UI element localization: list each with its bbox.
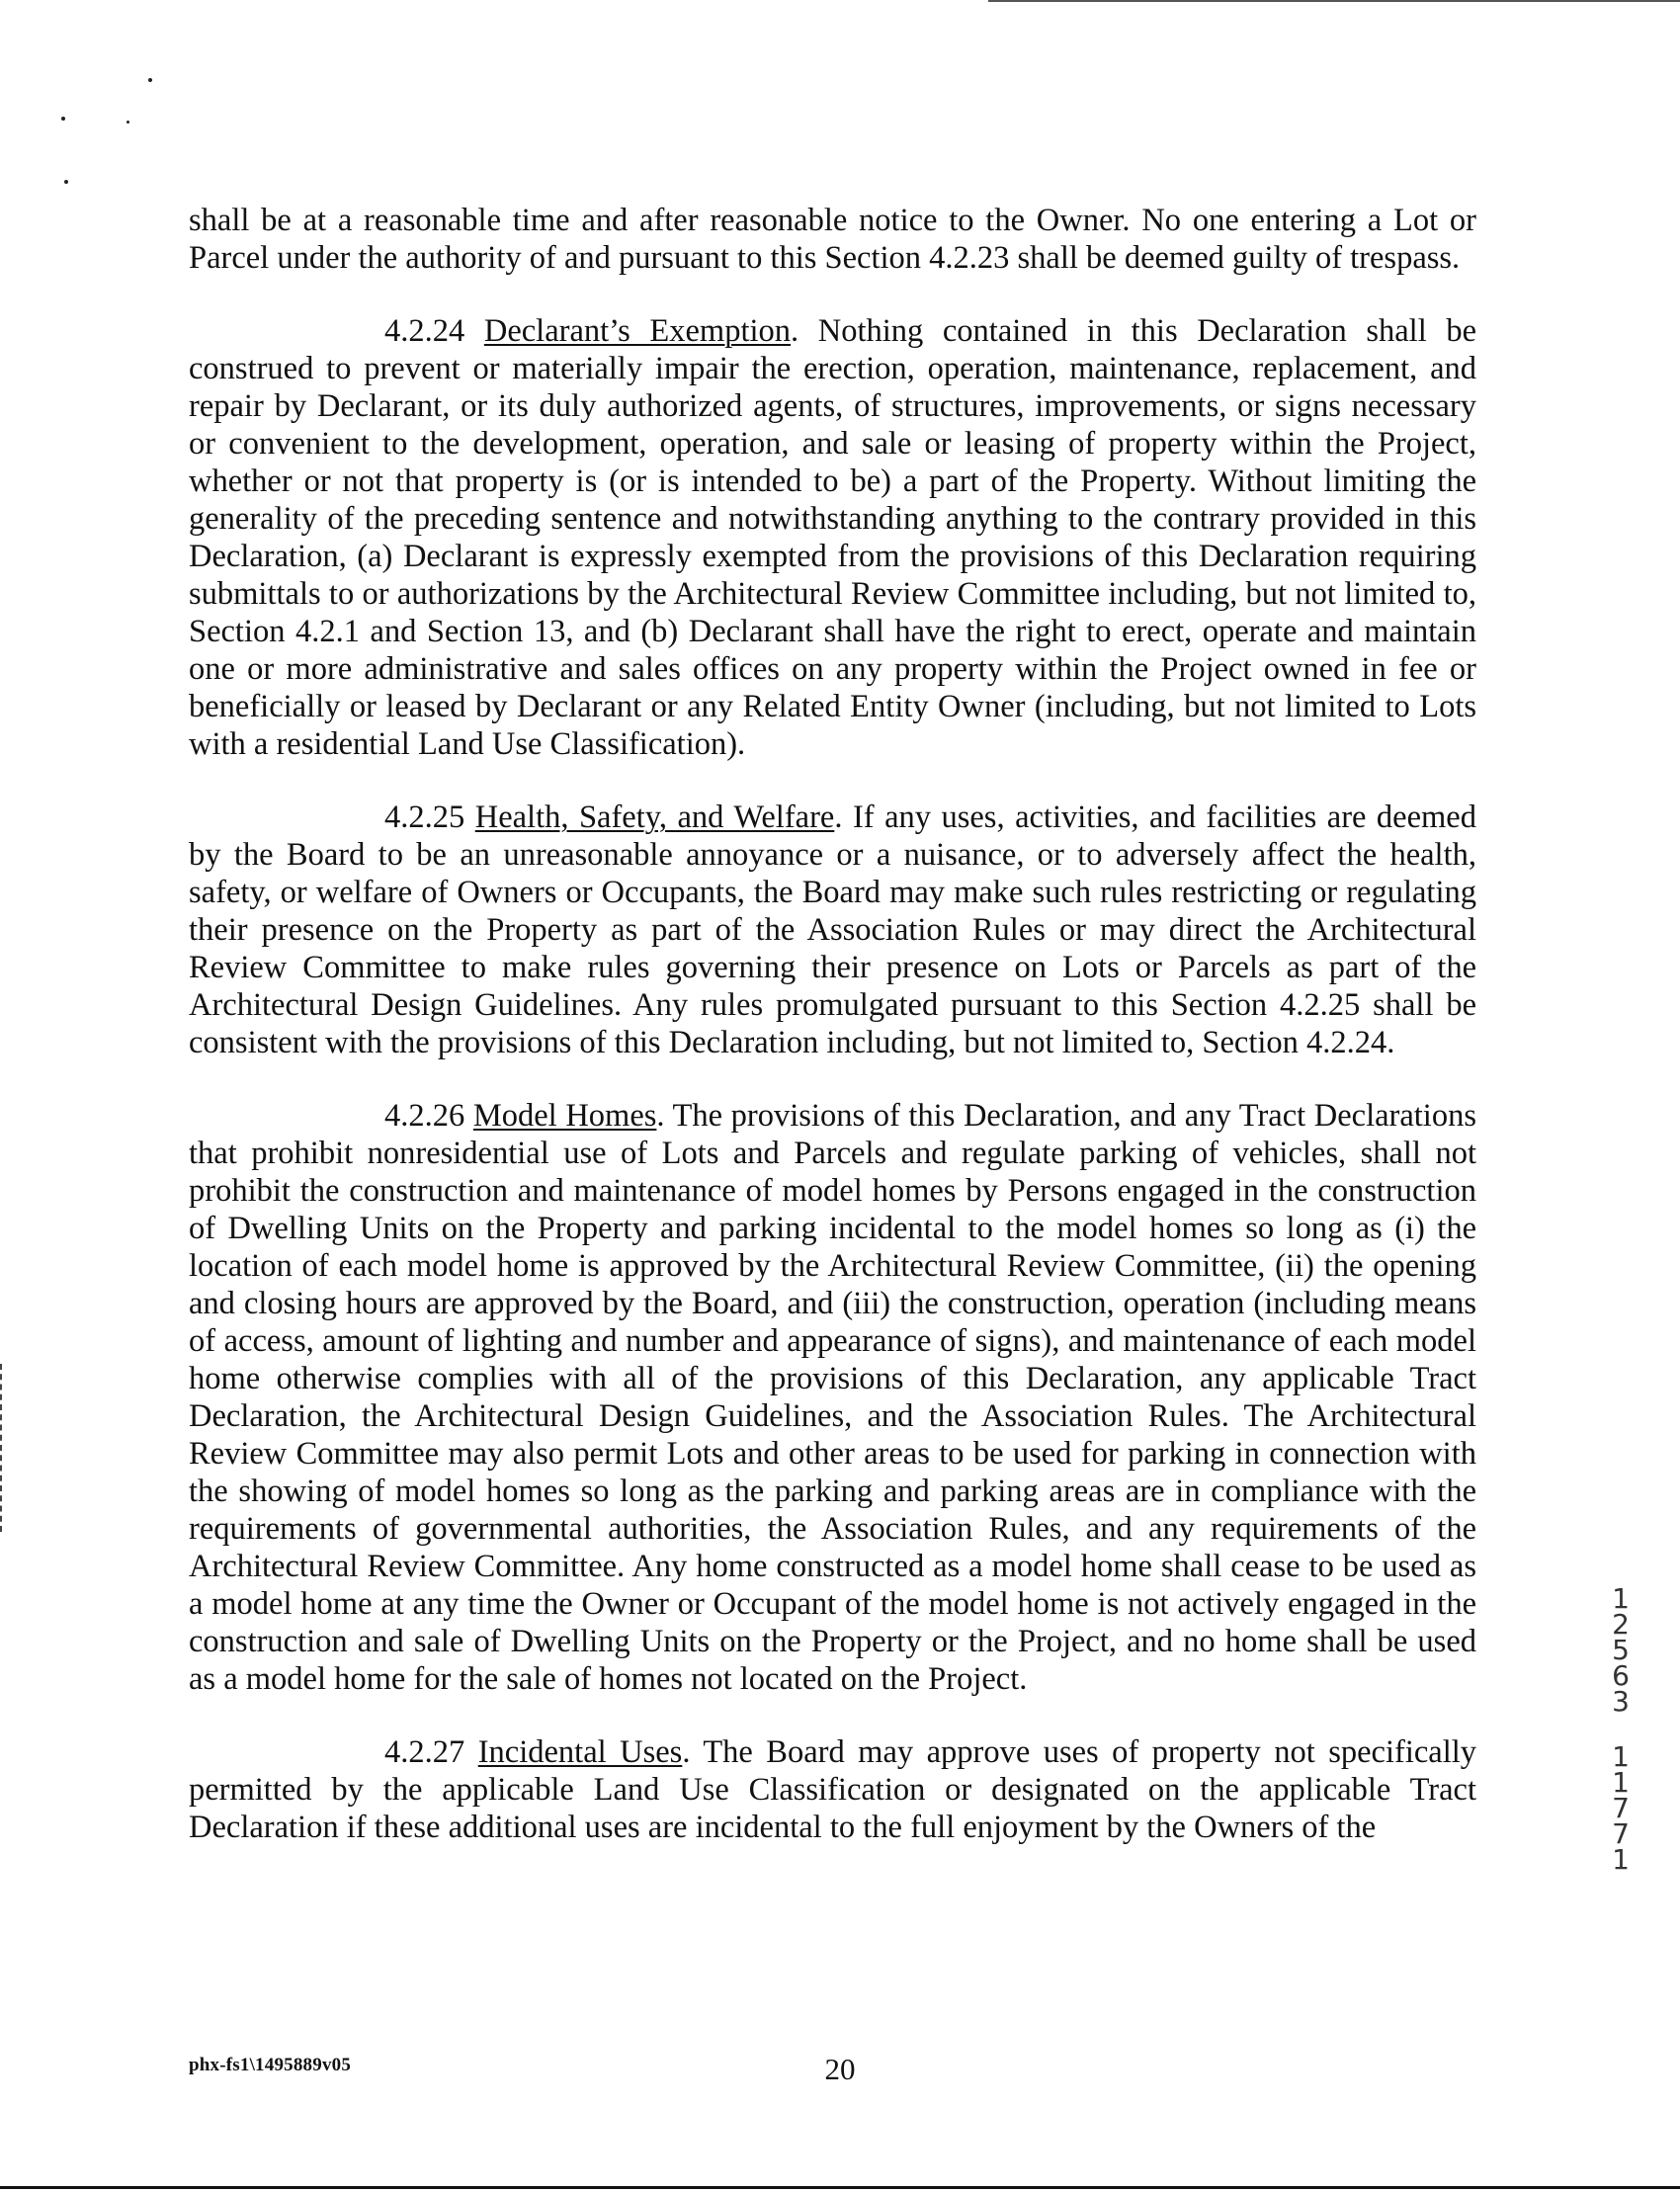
document-body (189, 202, 1476, 1882)
section-number: 4.2.26 (384, 1098, 465, 1134)
stamp-digit: 7 (1612, 1817, 1630, 1850)
scan-edge-marks (0, 1364, 5, 1532)
scan-speck (64, 180, 68, 184)
section-4-2-25: 4.2.25 Health, Safety, and Welfare. If any uses, activities, and facilities are deemed by the Board to be an unreasonable annoyance or a nuisance, or to adversely affect the health, safety, or welfare of Owners or Occupants, the Board may make such rules restricting or regulating their presence on the Property as part of the Association Rules or may direct the Architectural Review Committee to make rules governing their presence on Lots or Parcels as part of the Architectural Design Guidelines. Any rules promulgated pursuant to this Section 4.2.25 shall be consistent with the provisions of this Declaration including, but not limited to, Section 4.2.24. (189, 800, 1476, 1060)
continuation-paragraph: shall be at a reasonable time and after reasonable notice to the Owner. No one entering a Lot or Parcel under the authority of and pursuant to this Section 4.2.23 shall be deemed guilty of trespass. (189, 203, 1476, 276)
section-body: The Board may approve uses of property not specifically permitted by the applicable Land Use Classification or designated on the applicable Tract Declaration if these additional uses are incidental to the full enjoyment by the Owners of the (189, 1734, 1477, 1845)
top-edge-rule (988, 0, 1680, 2)
stamp-digit: 6 (1612, 1659, 1630, 1692)
section-heading: Incidental Uses (477, 1734, 683, 1770)
section-body: Nothing contained in this Declaration shall be construed to prevent or materially impair the erection, operation, maintenance, replacement, and repair by Declarant, or its duly authorized agents, of structures, improvements, or signs necessary or convenient to the development, operation, and sale or leasing of property within the Project, whether or not that property is (or is intended to be) a part of the Property. Without limiting the generality of the preceding sentence and notwithstanding anything to the contrary provided in this Declaration, (a) Declarant is expressly exempted from the provisions of this Declaration requiring submittals to or authorizations by the Architectural Review Committee including, but not limited to, Section 4.2.1 and Section 13, and (b) Declarant shall have the right to erect, operate and maintain one or more administrative and sales offices on any property within the Project owned in fee or beneficially or leased by Declarant or any Related Entity Owner (including, but not limited to Lots with a residential Land Use Classification). (189, 313, 1476, 762)
stamp-digit: 1 (1612, 1843, 1630, 1876)
section-number: 4.2.27 (384, 1734, 465, 1770)
stamp-digit: 7 (1612, 1792, 1630, 1824)
stamp-digit: 5 (1612, 1634, 1630, 1666)
scan-speck (126, 121, 129, 124)
scan-speck (148, 78, 152, 82)
document-id: phx-fs1\1495889v05 (189, 2055, 352, 2075)
section-number: 4.2.24 (384, 313, 465, 349)
stamp-digit: 1 (1612, 1582, 1630, 1615)
stamp-digit: 1 (1612, 1740, 1630, 1773)
section-heading: Declarant’s Exemption (483, 313, 792, 349)
stamp-digit: 2 (1612, 1608, 1630, 1641)
section-body: The provisions of this Declaration, and any Tract Declarations that prohibit nonresidential use of Lots and Parcels and regulate parking of vehicles, shall not prohibit the construction and maintenance of model homes by Persons engaged in the construction of Dwelling Units on the Property and parking incidental to the model homes so long as (i) the location of each model home is approved by the Architectural Review Committee, (ii) the opening and closing hours are approved by the Board, and (iii) the construction, operation (including means of access, amount of lighting and number and appearance of signs), and maintenance of each model home otherwise complies with all of the provisions of this Declaration, any applicable Tract Declaration, the Architectural Design Guidelines, and the Association Rules. The Architectural Review Committee may also permit Lots and other areas to be used for parking in connection with the showing of model homes so long as the parking and parking areas are in compliance with the requirements of governmental authorities, the Association Rules, and any requirements of the Architectural Review Committee. Any home constructed as a model home shall cease to be used as a model home at any time the Owner or Occupant of the model home is not actively engaged in the construction and sale of Dwelling Units on the Property or the Project, and no home shall be used as a model home for the sale of homes not located on the Project. (189, 1098, 1476, 1697)
stamp-digit: 3 (1612, 1685, 1630, 1718)
stamp-digit: 1 (1612, 1766, 1630, 1799)
section-4-2-26: 4.2.26 Model Homes. The provisions of this Declaration, and any Tract Declarations that prohibit nonresidential use of Lots and Parcels and regulate parking of vehicles, shall not prohibit the construction and maintenance of model homes by Persons engaged in the construction of Dwelling Units on the Property and parking incidental to the model homes so long as (i) the location of each model home is approved by the Architectural Review Committee, (ii) the opening and closing hours are approved by the Board, and (iii) the construction, operation (including means of access, amount of lighting and number and appearance of signs), and maintenance of each model home otherwise complies with all of the provisions of this Declaration, any applicable Tract Declaration, the Architectural Design Guidelines, and the Association Rules. The Architectural Review Committee may also permit Lots and other areas to be used for parking in connection with the showing of model homes so long as the parking and parking areas are in compliance with the requirements of governmental authorities, the Association Rules, and any requirements of the Architectural Review Committee. Any home constructed as a model home shall cease to be used as a model home at any time the Owner or Occupant of the model home is not actively engaged in the construction and sale of Dwelling Units on the Property or the Project, and no home shall be used as a model home for the sale of homes not located on the Project. (189, 1098, 1476, 1697)
section-4-2-24: 4.2.24 Declarant’s Exemption. Nothing contained in this Declaration shall be construed to prevent or materially impair the erection, operation, maintenance, replacement, and repair by Declarant, or its duly authorized agents, of structures, improvements, or signs necessary or convenient to the development, operation, and sale or leasing of property within the Project, whether or not that property is (or is intended to be) a part of the Property. Without limiting the generality of the preceding sentence and notwithstanding anything to the contrary provided in this Declaration, (a) Declarant is expressly exempted from the provisions of this Declaration requiring submittals to or authorizations by the Architectural Review Committee including, but not limited to, Section 4.2.1 and Section 13, and (b) Declarant shall have the right to erect, operate and maintain one or more administrative and sales offices on any property within the Project owned in fee or beneficially or leased by Declarant or any Related Entity Owner (including, but not limited to Lots with a residential Land Use Classification). (189, 313, 1476, 762)
section-number: 4.2.25 (384, 800, 465, 835)
scan-speck (61, 117, 65, 121)
recording-stamp (1601, 1582, 1640, 1876)
section-heading: Model Homes (472, 1098, 657, 1134)
bottom-edge-rule (0, 2186, 1680, 2189)
section-4-2-27: 4.2.27 Incidental Uses. The Board may approve uses of property not specifically permitted by the applicable Land Use Classification or designated on the applicable Tract Declaration if these additional uses are incidental to the full enjoyment by the Owners of the (189, 1734, 1477, 1845)
page-number: 20 (824, 2052, 856, 2086)
section-body: If any uses, activities, and facilities are deemed by the Board to be an unreasonable annoyance or a nuisance, or to adversely affect the health, safety, or welfare of Owners or Occupants, the Board may make such rules restricting or regulating their presence on the Property as part of the Association Rules or may direct the Architectural Review Committee to make rules governing their presence on Lots or Parcels as part of the Architectural Design Guidelines. Any rules promulgated pursuant to this Section 4.2.25 shall be consistent with the provisions of this Declaration including, but not limited to, Section 4.2.24. (189, 800, 1476, 1060)
section-heading: Health, Safety, and Welfare (474, 800, 835, 835)
